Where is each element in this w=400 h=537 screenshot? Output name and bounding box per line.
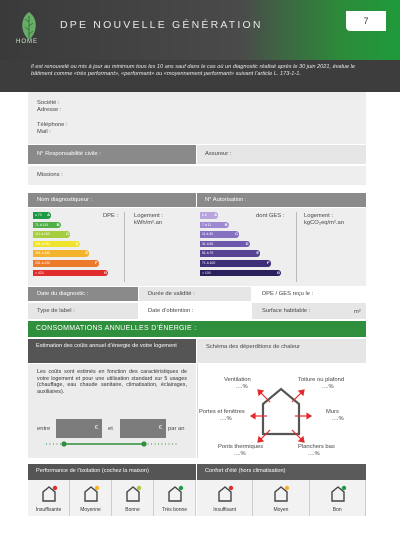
ges-bar-range: 71 à 100 bbox=[202, 261, 216, 265]
house-checkbox-icon bbox=[330, 484, 348, 502]
ges-bar-letter: F bbox=[267, 260, 270, 265]
duree-validite-label: Durée de validité : bbox=[148, 291, 195, 297]
dpe-bar-letter: A bbox=[47, 212, 50, 217]
schema-title-cell bbox=[197, 339, 366, 363]
page-title: DPE NOUVELLE GÉNÉRATION bbox=[60, 19, 263, 31]
autorisation-row bbox=[197, 193, 366, 207]
confort-option[interactable] bbox=[253, 480, 309, 516]
ges-bar-a bbox=[200, 212, 218, 219]
portes-pct: ....% bbox=[220, 416, 232, 422]
responsabilite-row bbox=[28, 145, 196, 164]
ges-bar-letter: E bbox=[256, 250, 259, 256]
house-checkbox-icon bbox=[167, 484, 185, 502]
performance-option[interactable] bbox=[112, 480, 154, 516]
murs-pct: ....% bbox=[332, 416, 344, 422]
performance-option-label: Insuffisante bbox=[35, 507, 62, 513]
performance-option[interactable] bbox=[154, 480, 196, 516]
confort-option[interactable] bbox=[197, 480, 253, 516]
ges-bar-letter: A bbox=[214, 212, 217, 217]
type-label-cell bbox=[28, 303, 138, 319]
dpe-bar-d bbox=[33, 241, 80, 248]
max-cost-input[interactable] bbox=[120, 419, 166, 438]
ges-bar-range: 51 à 70 bbox=[202, 251, 214, 256]
ventilation-pct: ....% bbox=[236, 384, 248, 390]
ges-divider bbox=[296, 212, 297, 282]
ges-bar-b bbox=[200, 222, 229, 229]
dpe-bar-letter: B bbox=[56, 221, 60, 227]
missions-label: Missions : bbox=[37, 172, 63, 178]
ges-bar-letter: G bbox=[276, 269, 280, 275]
confort-option-label: Moyen bbox=[273, 507, 289, 513]
performance-option[interactable] bbox=[28, 480, 70, 516]
dpe-bar-f bbox=[33, 260, 99, 267]
performance-title: Performance de l’isolation (cochez la maison) bbox=[28, 464, 196, 480]
dpe-bar-range: 251 à 330 bbox=[35, 251, 51, 256]
date-obtention-cell bbox=[139, 303, 251, 319]
dpe-bar-range: > 420 bbox=[35, 270, 44, 275]
page-header bbox=[0, 0, 400, 60]
date-obtention-label: Date d’obtention : bbox=[148, 308, 194, 314]
dpe-bar-letter: F bbox=[95, 260, 98, 265]
schema-title: Schéma des déperditions de chaleur bbox=[206, 344, 301, 350]
dpe-bar-letter: E bbox=[85, 250, 88, 256]
logo-text: HOME bbox=[16, 39, 38, 45]
planchers-pct: ....% bbox=[308, 451, 320, 457]
par-an-label: par an bbox=[168, 426, 185, 432]
toiture-pct: ....% bbox=[322, 384, 334, 390]
ges-label: dont GES : bbox=[256, 213, 285, 219]
confort-option-label: Bon bbox=[332, 507, 342, 513]
house-checkbox-icon bbox=[83, 484, 101, 502]
date-diagnostic-label: Date du diagnostic : bbox=[37, 291, 89, 297]
dpe-bar-e bbox=[33, 250, 89, 257]
assureur-row bbox=[197, 145, 366, 164]
dpe-bar-letter: G bbox=[103, 269, 107, 275]
surface-label: Surface habitable : bbox=[262, 308, 311, 314]
performance-option-label: Bonne bbox=[125, 507, 140, 513]
page-number: 7 bbox=[346, 11, 386, 31]
ponts-pct: ....% bbox=[234, 451, 246, 457]
estimation-title: Estimation des coûts annuel d’énergie de votre logement bbox=[28, 339, 196, 363]
company-block bbox=[28, 92, 366, 144]
surface-unit: m² bbox=[354, 309, 361, 315]
ges-bar-letter: D bbox=[245, 240, 249, 246]
ges-bar-c bbox=[200, 231, 239, 238]
dpe-bar-range: 181 à 250 bbox=[35, 241, 51, 246]
murs-label: Murs bbox=[326, 409, 339, 415]
type-label-label: Type de label : bbox=[37, 308, 75, 314]
currency-symbol: € bbox=[158, 425, 162, 431]
dpe-bar-a bbox=[33, 212, 51, 219]
mail-label: Mail : bbox=[37, 129, 51, 135]
dpe-label: DPE : bbox=[103, 213, 119, 219]
societe-label: Société : bbox=[37, 100, 60, 106]
dpe-ges-recu-cell bbox=[252, 287, 366, 301]
dpe-bar-letter: C bbox=[66, 231, 69, 237]
portes-label: Portes et fenêtres bbox=[199, 409, 245, 415]
dpe-bar-g bbox=[33, 270, 108, 277]
consommations-title: CONSOMMATIONS ANNUELLES D’ÉNERGIE : bbox=[28, 321, 366, 337]
autorisation-label: N° Autorisation : bbox=[205, 197, 247, 203]
planchers-label: Planchers bas bbox=[298, 444, 335, 450]
missions-row bbox=[28, 166, 366, 185]
performance-option[interactable] bbox=[70, 480, 112, 516]
performance-option-label: Moyenne bbox=[80, 507, 101, 513]
assureur-label: Assureur : bbox=[205, 151, 232, 157]
ventilation-label: Ventilation bbox=[224, 377, 251, 383]
confort-option[interactable] bbox=[310, 480, 366, 516]
ges-bar-g bbox=[200, 270, 281, 277]
estimation-text: Les coûts sont estimés en fonction des caractéristiques de votre logement et pour une utilisation standard sur 5 usages (chauffage, eau chaude sanitaire, climatisation, éclairages, auxiliaires). bbox=[37, 369, 187, 395]
entre-label: entre bbox=[37, 426, 51, 432]
confort-title: Confort d’été (hors climatisation) bbox=[197, 464, 366, 480]
dpe-unit: kWh/m².an bbox=[134, 220, 163, 226]
house-checkbox-icon bbox=[273, 484, 291, 502]
confort-option-label: Insuffisant bbox=[213, 507, 236, 513]
ges-bar-range: ≤ 6 bbox=[202, 213, 207, 217]
currency-symbol: € bbox=[94, 425, 98, 431]
performance-option-label: Très bonne bbox=[161, 507, 188, 513]
ges-unit-label: Logement : bbox=[304, 213, 334, 219]
house-checkbox-icon bbox=[125, 484, 143, 502]
ges-bar-letter: C bbox=[235, 231, 238, 237]
duree-validite-cell bbox=[139, 287, 251, 301]
house-checkbox-icon bbox=[217, 484, 235, 502]
ges-bar-range: > 100 bbox=[202, 270, 211, 275]
date-diagnostic-cell bbox=[28, 287, 138, 301]
dpe-unit-label: Logement : bbox=[134, 213, 164, 219]
surface-cell bbox=[252, 303, 366, 319]
diagnostiqueur-row bbox=[28, 193, 196, 207]
dpe-bar-c bbox=[33, 231, 70, 238]
telephone-label: Téléphone : bbox=[37, 122, 68, 128]
adresse-label: Adresse : bbox=[37, 107, 62, 113]
toiture-label: Toiture ou plafond bbox=[298, 377, 345, 383]
intro-text: Il est renouvelé ou mis à jour au minimum tous les 10 ans sauf dans le cas où un diagnostic réalisé après le 30 juin 2021, évalue le bâtiment comme «très performant», «performant» ou «moyennement performant» suivant l’article L. 173-1-1. bbox=[0, 60, 400, 92]
min-cost-input[interactable] bbox=[56, 419, 102, 438]
et-label: et bbox=[108, 426, 113, 432]
ges-bar-range: 11 à 30 bbox=[202, 232, 214, 237]
ges-bar-range: 31 à 50 bbox=[202, 241, 214, 246]
dpe-ges-recu-label: DPE / GES reçu le : bbox=[262, 291, 314, 297]
responsabilite-label: N° Responsabilité civile : bbox=[37, 151, 101, 157]
house-checkbox-icon bbox=[41, 484, 59, 502]
ges-bar-range: 7 à 11 bbox=[202, 222, 212, 227]
dpe-bar-letter: D bbox=[75, 240, 79, 246]
ges-unit: kgCO₂eq/m².an bbox=[304, 220, 344, 226]
ges-bar-letter: B bbox=[224, 221, 228, 227]
dpe-bar-range: 331 à 420 bbox=[35, 261, 51, 265]
cost-range-slider[interactable] bbox=[44, 440, 180, 448]
dpe-divider bbox=[124, 212, 125, 282]
ges-bar-f bbox=[200, 260, 271, 267]
ges-bar-d bbox=[200, 241, 250, 248]
ges-bar-e bbox=[200, 250, 260, 257]
dpe-bar-range: 111 à 180 bbox=[35, 232, 50, 237]
ponts-label: Ponts thermiques bbox=[218, 444, 264, 450]
dpe-bar-range: ≤ 70 bbox=[35, 213, 42, 217]
leaf-logo-icon bbox=[14, 8, 44, 52]
diagnostiqueur-label: Nom diagnostiqueur : bbox=[37, 197, 93, 203]
dpe-bar-range: 71 à 110 bbox=[35, 222, 48, 227]
dpe-bar-b bbox=[33, 222, 61, 229]
